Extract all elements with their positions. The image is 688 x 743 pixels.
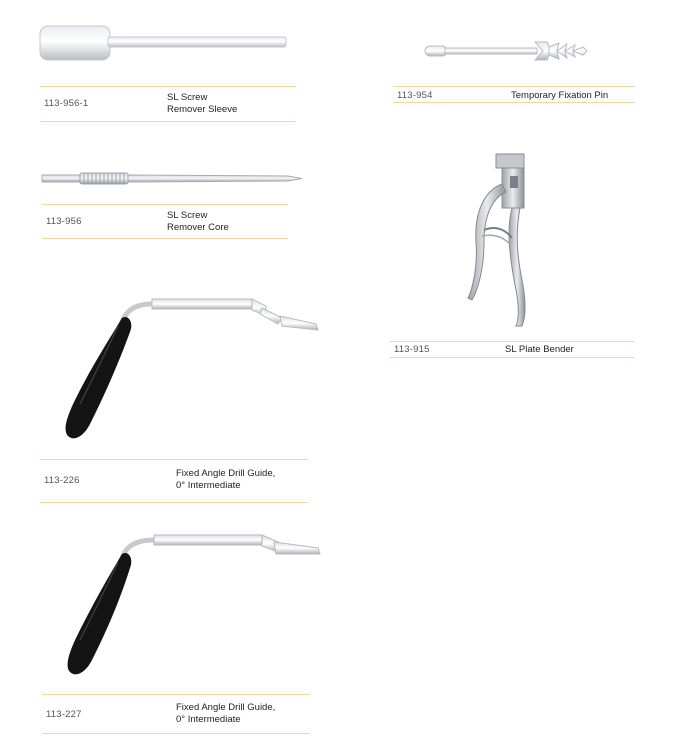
item-description-line2: 0° Intermediate bbox=[176, 714, 241, 725]
item-row bbox=[42, 702, 310, 728]
item-description-line1: SL Screw bbox=[167, 92, 208, 103]
drill-guide-226-image bbox=[62, 290, 324, 444]
divider bbox=[393, 102, 635, 103]
item-description bbox=[505, 344, 574, 356]
divider bbox=[42, 238, 288, 239]
divider bbox=[393, 86, 635, 87]
screw-remover-sleeve-image bbox=[38, 22, 290, 66]
divider bbox=[42, 204, 288, 205]
item-row bbox=[40, 468, 308, 494]
divider bbox=[42, 694, 310, 695]
item-description-line2: Remover Sleeve bbox=[167, 104, 238, 115]
screw-remover-core-image bbox=[40, 170, 304, 188]
divider bbox=[390, 357, 634, 358]
item-description bbox=[167, 92, 237, 116]
item-description bbox=[176, 468, 275, 492]
item-code: 113-915 bbox=[394, 344, 430, 355]
item-description-line1: SL Plate Bender bbox=[505, 344, 574, 355]
item-row bbox=[42, 210, 288, 236]
item-description bbox=[511, 90, 608, 102]
item-code: 113-954 bbox=[397, 90, 433, 101]
item-row bbox=[390, 344, 634, 356]
item-code: 113-956 bbox=[46, 216, 82, 227]
drill-guide-227-image bbox=[64, 528, 326, 682]
item-description bbox=[167, 210, 229, 234]
temporary-fixation-pin-image bbox=[423, 38, 591, 64]
item-code: 113-226 bbox=[44, 475, 80, 486]
item-code: 113-227 bbox=[46, 709, 82, 720]
item-code: 113-956-1 bbox=[44, 98, 89, 109]
item-description-line2: 0° Intermediate bbox=[176, 480, 241, 491]
item-description-line1: Temporary Fixation Pin bbox=[511, 90, 609, 101]
divider bbox=[42, 733, 310, 734]
divider bbox=[40, 459, 308, 460]
item-description-line1: SL Screw bbox=[167, 210, 208, 221]
item-row bbox=[40, 92, 296, 118]
item-description-line1: Fixed Angle Drill Guide, bbox=[176, 468, 276, 479]
item-description-line2: Remover Core bbox=[167, 222, 229, 233]
item-row bbox=[393, 90, 635, 102]
item-description bbox=[176, 702, 275, 726]
divider bbox=[40, 502, 308, 503]
divider bbox=[40, 86, 296, 87]
divider bbox=[390, 341, 634, 342]
divider bbox=[40, 121, 296, 122]
item-description-line1: Fixed Angle Drill Guide, bbox=[176, 702, 276, 713]
sl-plate-bender-image bbox=[462, 150, 544, 330]
